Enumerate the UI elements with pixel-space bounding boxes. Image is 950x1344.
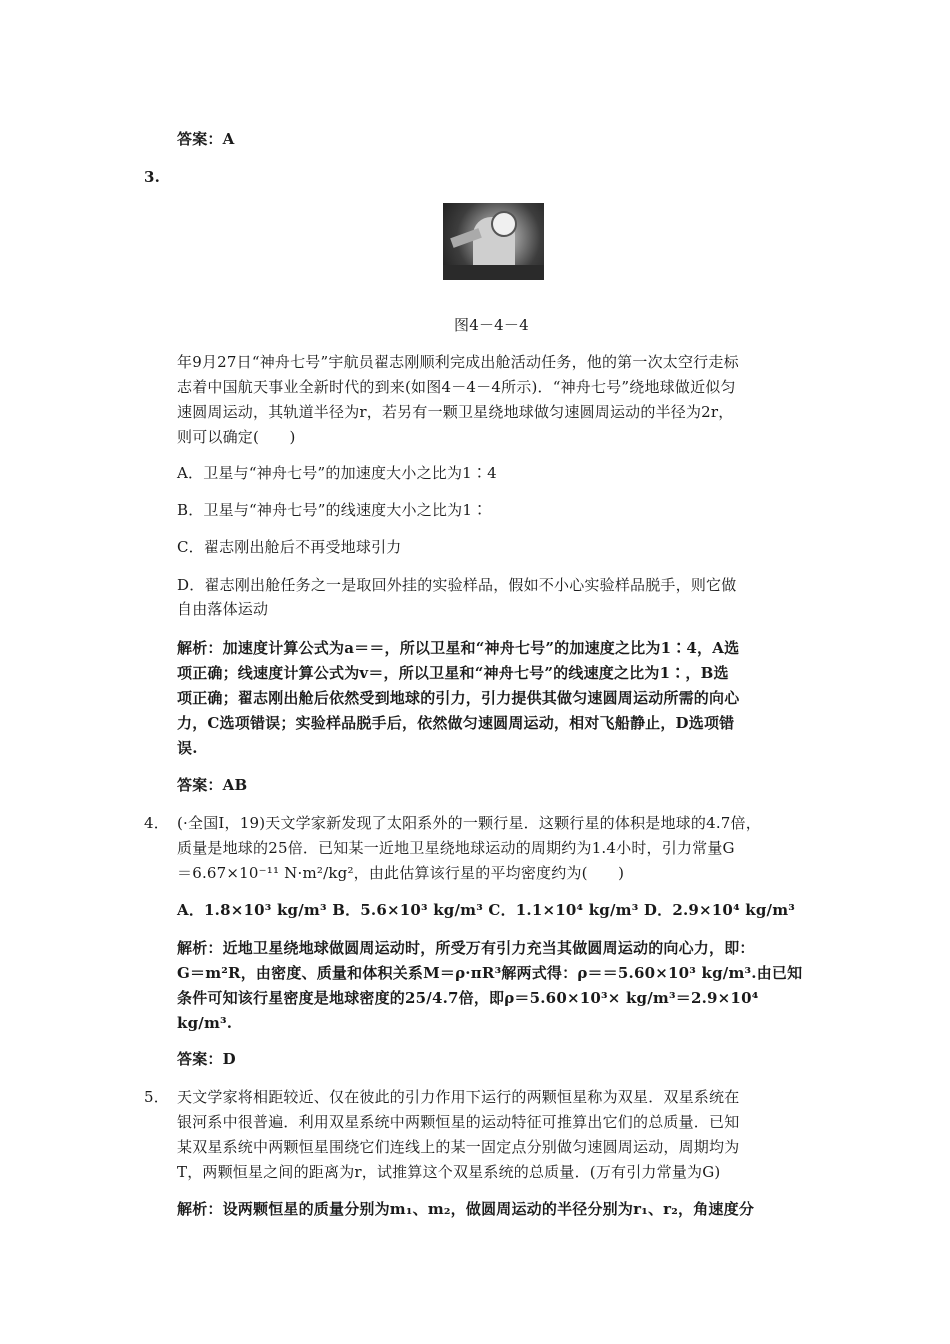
q3-option-b: B．卫星与“神舟七号”的线速度大小之比为1∶	[177, 501, 488, 519]
prev-answer: 答案：A	[177, 130, 235, 148]
q3-analysis-line: 解析：加速度计算公式为a＝＝，所以卫星和“神舟七号”的加速度之比为1∶4，A选	[177, 639, 740, 657]
q4-answer: 答案：D	[177, 1050, 236, 1068]
q3-analysis-line: 项正确；线速度计算公式为v＝，所以卫星和“神舟七号”的线速度之比为1∶，B选	[177, 664, 729, 682]
q4-stem-line: 质量是地球的25倍．已知某一近地卫星绕地球运动的周期约为1.4小时，引力常量G	[177, 839, 735, 857]
q5-stem-line: T，两颗恒星之间的距离为r，试推算这个双星系统的总质量．(万有引力常量为G)	[177, 1163, 721, 1181]
q4-analysis-line: 解析：近地卫星绕地球做圆周运动时，所受万有引力充当其做圆周运动的向心力，即：	[177, 939, 755, 957]
q3-option-a: A．卫星与“神舟七号”的加速度大小之比为1∶4	[177, 464, 497, 482]
q5-stem-line: 某双星系统中两颗恒星围绕它们连线上的某一固定点分别做匀速圆周运动，周期均为	[177, 1138, 740, 1156]
q3-stem-line: 则可以确定( )	[177, 428, 296, 446]
q4-analysis-line: 条件可知该行星密度是地球密度的25/4.7倍，即ρ＝5.60×10³× kg/m³＝2.9×10⁴	[177, 989, 759, 1007]
q5-analysis-line: 解析：设两颗恒星的质量分别为m₁、m₂，做圆周运动的半径分别为r₁、r₂，角速度分	[177, 1200, 755, 1218]
q5-stem-line: 银河系中很普遍．利用双星系统中两颗恒星的运动特征可推算出它们的总质量．已知	[177, 1113, 740, 1131]
q4-stem-line: (·全国Ⅰ，19)天文学家新发现了太阳系外的一颗行星．这颗行星的体积是地球的4.7倍，	[177, 814, 761, 832]
figure-caption: 图4－4－4	[454, 316, 529, 334]
q3-stem-line: 志着中国航天事业全新时代的到来(如图4－4－4所示)．“神舟七号”绕地球做近似匀	[177, 378, 736, 396]
q4-analysis-line: G＝m²R，由密度、质量和体积关系M＝ρ·πR³解两式得：ρ＝＝5.60×10³ kg/m³.由已知	[177, 964, 803, 982]
q3-option-d: D．翟志刚出舱任务之一是取回外挂的实验样品，假如不小心实验样品脱手，则它做	[177, 576, 737, 594]
q4-options: A．1.8×10³ kg/m³ B．5.6×10³ kg/m³ C．1.1×10⁴ kg/m³ D．2.9×10⁴ kg/m³	[177, 901, 796, 919]
q3-option-d: 自由落体运动	[177, 600, 269, 618]
q5-number: 5．	[144, 1088, 169, 1106]
q4-analysis-line: kg/m³.	[177, 1014, 233, 1032]
q4-number: 4．	[144, 814, 169, 832]
q3-number: 3.	[144, 168, 161, 186]
q3-analysis-line: 误.	[177, 739, 198, 757]
q4-stem-line: ＝6.67×10⁻¹¹ N·m²/kg²，由此估算该行星的平均密度约为( )	[177, 864, 625, 882]
q3-answer: 答案：AB	[177, 776, 248, 794]
astronaut-photo	[443, 203, 544, 280]
q3-analysis-line: 力，C选项错误；实验样品脱手后，依然做匀速圆周运动，相对飞船静止，D选项错	[177, 714, 735, 732]
q5-stem-line: 天文学家将相距较近、仅在彼此的引力作用下运行的两颗恒星称为双星．双星系统在	[177, 1088, 740, 1106]
q3-stem-line: 年9月27日“神舟七号”宇航员翟志刚顺利完成出舱活动任务，他的第一次太空行走标	[177, 353, 739, 371]
q3-stem-line: 速圆周运动，其轨道半径为r，若另有一颗卫星绕地球做匀速圆周运动的半径为2r，	[177, 403, 734, 421]
q3-analysis-line: 项正确；翟志刚出舱后依然受到地球的引力，引力提供其做匀速圆周运动所需的向心	[177, 689, 740, 707]
q3-option-c: C．翟志刚出舱后不再受地球引力	[177, 538, 402, 556]
